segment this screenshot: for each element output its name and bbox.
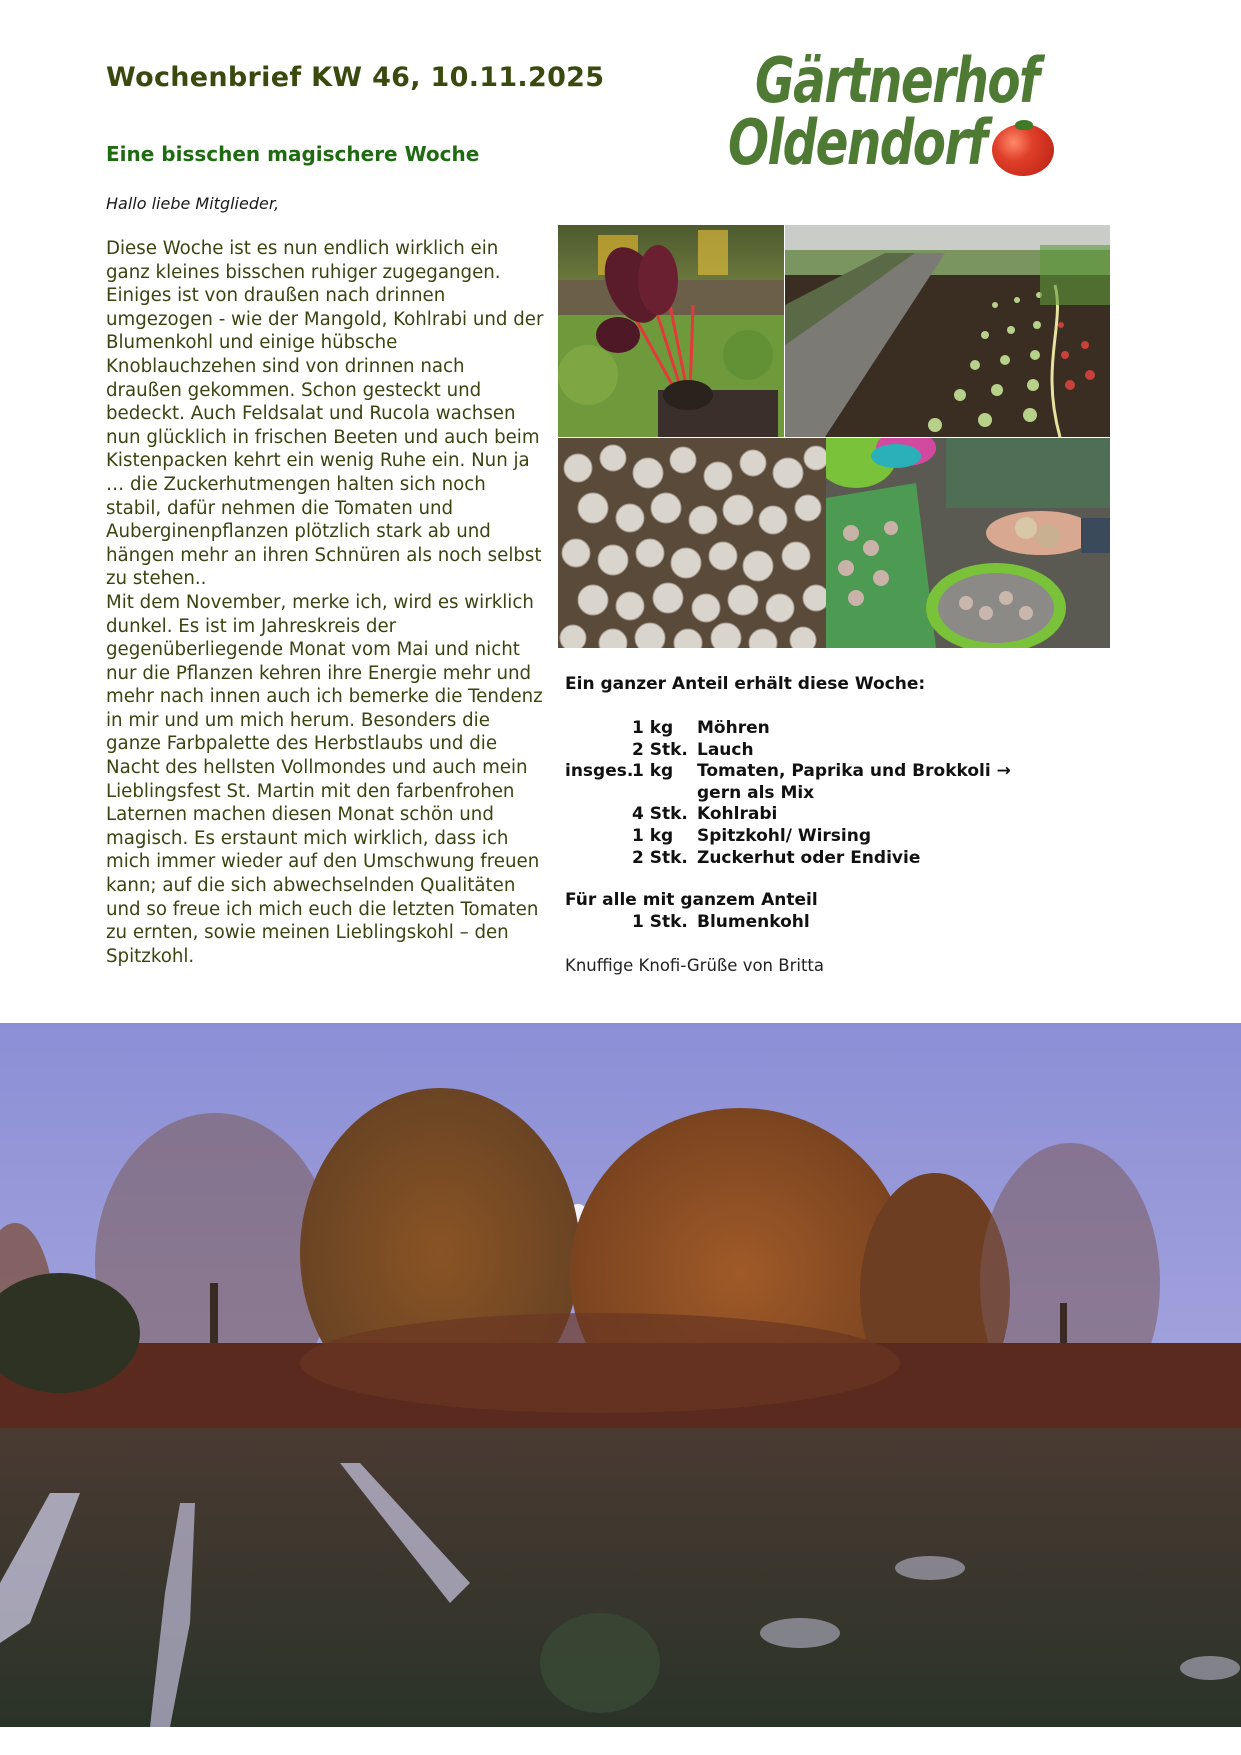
- greenhouse-photo: [785, 225, 1110, 437]
- share-heading: Ein ganzer Anteil erhält diese Woche:: [565, 674, 926, 694]
- item-name: Spitzkohl/ Wirsing: [697, 825, 872, 846]
- item-name: Blumenkohl: [697, 912, 810, 932]
- item-name: Zuckerhut oder Endivie: [697, 847, 921, 868]
- item-name: gern als Mix: [697, 782, 815, 803]
- logo-line-1: Gärtnerhof: [755, 44, 1039, 117]
- item-name: Tomaten, Paprika und Brokkoli →: [697, 761, 1011, 782]
- logo-line-2: Oldendorf: [728, 106, 987, 179]
- full-share-item: [565, 912, 965, 934]
- garlic-cloves-photo: [826, 438, 1110, 648]
- garlic-photo: [558, 438, 826, 648]
- farm-logo: [725, 44, 1065, 184]
- item-name: Möhren: [697, 718, 770, 738]
- item-qty: 2 Stk.: [632, 847, 688, 868]
- newsletter-subtitle: Eine bisschen magischere Woche: [106, 142, 480, 166]
- item-name: Lauch: [697, 739, 754, 760]
- tomato-leaf-icon: [1015, 120, 1033, 130]
- photo-collage: [558, 225, 1110, 648]
- item-prefix: insges.: [565, 761, 634, 782]
- signoff: Knuffige Knofi-Grüße von Britta: [565, 956, 824, 975]
- letter-paragraph: Mit dem November, merke ich, wird es wirklich dunkel. Es ist im Jahreskreis der gegenüberliegende Monat vom Mai und nicht nur die Pflanzen kehren ihre Energie mehr und mehr nach innen auch ich bemerke die Tendenz in mir und um mich herum. Besonders die ganze Farbpalette des Herbstlaubs und die Nacht des hellsten Vollmondes und auch mein Lieblingsfest St. Martin mit den farbenfrohen Laternen machen diesen Monat schön und magisch. Es erstaunt mich wirklich, dass ich mich immer wieder auf den Umschwung freuen kann; auf die sich abwechselnden Qualitäten und so freue ich mich euch die letzten Tomaten zu ernten, sowie meinen Lieblingskohl – den Spitzkohl.: [106, 591, 543, 967]
- item-qty: 1 Stk.: [632, 912, 688, 932]
- item-qty: 1 kg: [632, 761, 674, 782]
- share-list: [565, 674, 1085, 975]
- item-qty: 4 Stk.: [632, 804, 688, 825]
- tomato-icon: [992, 124, 1054, 176]
- item-qty: 1 kg: [632, 718, 674, 738]
- mangold-photo: [558, 225, 784, 437]
- full-share-heading: Für alle mit ganzem Anteil: [565, 890, 818, 910]
- newsletter-title: Wochenbrief KW 46, 10.11.2025: [106, 62, 605, 93]
- letter-body: [106, 237, 546, 968]
- item-qty: 1 kg: [632, 825, 674, 846]
- letter-paragraph: Diese Woche ist es nun endlich wirklich ein ganz kleines bisschen ruhiger zugegangen. Einiges ist von draußen nach drinnen umgezogen - wie der Mangold, Kohlrabi und der Blumenkohl und einige hübsche Knoblauchzehen sind von drinnen nach draußen gekommen. Schon gesteckt und bedeckt. Auch Feldsalat und Rucola wachsen nun glücklich in frischen Beeten und auch beim Kistenpacken kehrt ein wenig Ruhe ein. Nun ja … die Zuckerhutmengen halten sich noch stabil, dafür nehmen die Tomaten und Auberginenpflanzen plötzlich stark ab und hängen mehr an ihren Schnüren als noch selbst zu stehen..: [106, 238, 544, 590]
- autumn-trees-photo: [0, 1023, 1241, 1727]
- item-name: Kohlrabi: [697, 804, 778, 825]
- greeting: Hallo liebe Mitglieder,: [106, 194, 280, 213]
- item-qty: 2 Stk.: [632, 739, 688, 760]
